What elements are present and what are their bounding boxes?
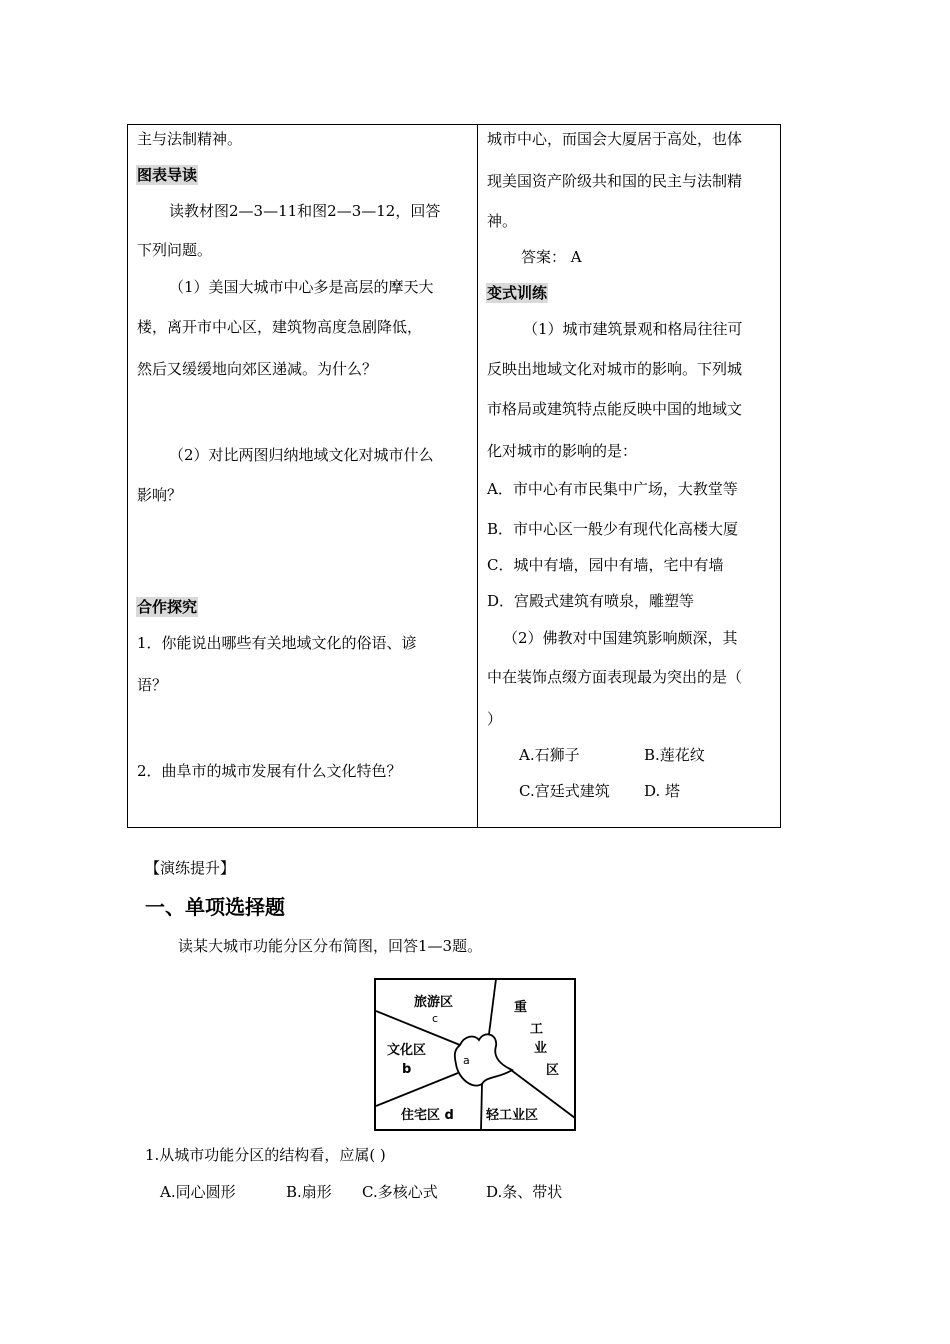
- variant-q2-option-c: C.宫廷式建筑: [519, 782, 610, 800]
- question-2: （2）对比两图归纳地域文化对城市什么: [169, 446, 434, 464]
- map-label-heavy: 工: [530, 1022, 544, 1037]
- city-zone-map: [374, 978, 577, 1132]
- variant-q1: （1）城市建筑景观和格局往往可: [523, 320, 743, 338]
- answer: 答案： A: [521, 248, 582, 266]
- left-text: 主与法制精神。: [137, 130, 243, 148]
- option-c: C．城中有墙，园中有墙，宅中有墙: [487, 556, 724, 574]
- map-label-culture: 文化区: [387, 1043, 427, 1058]
- column-divider: [477, 125, 478, 827]
- map-label-light-industry: 轻工业区: [486, 1108, 539, 1123]
- question-1: （1）美国大城市中心多是高层的摩天大: [169, 278, 434, 296]
- variant-q1: 化对城市的影响的是：: [487, 442, 638, 460]
- variant-q2: 中在装饰点缀方面表现最为突出的是（: [487, 668, 743, 686]
- q1-option-b: B.扇形: [286, 1183, 332, 1201]
- section-heading-cooperation: 合作探究: [137, 598, 198, 616]
- option-d: D．宫殿式建筑有喷泉，雕塑等: [487, 592, 695, 610]
- cooperation-q2: 2．曲阜市的城市发展有什么文化特色？: [137, 762, 402, 780]
- variant-q2: （2）佛教对中国建筑影响颇深，其: [503, 629, 738, 647]
- option-b: B．市中心区一般少有现代化高楼大厦: [487, 520, 739, 538]
- variant-q2-option-b: B.莲花纹: [644, 746, 705, 764]
- section-heading-chart-reading: 图表导读: [137, 166, 198, 184]
- section-title: 一、单项选择题: [145, 895, 285, 919]
- variant-q1: 反映出地域文化对城市的影响。下列城: [487, 360, 743, 378]
- cooperation-q1: 1．你能说出哪些有关地域文化的俗语、谚: [137, 634, 417, 652]
- map-label-tourism: 旅游区: [414, 995, 454, 1010]
- variant-q2-option-a: A.石狮子: [519, 746, 580, 764]
- map-label-heavy: 重: [514, 1000, 528, 1015]
- practice-heading: 【演练提升】: [145, 859, 236, 877]
- q1-option-c: C.多核心式: [362, 1183, 438, 1201]
- left-text: 下列问题。: [137, 241, 213, 259]
- question-1: 楼，离开市中心区，建筑物高度急剧降低，: [137, 318, 423, 336]
- option-a: A．市中心有市民集中广场，大教堂等: [487, 480, 738, 498]
- q1-option-d: D.条、带状: [486, 1183, 563, 1201]
- map-label-tourism-letter: c: [432, 1012, 439, 1025]
- q1-option-a: A.同心圆形: [160, 1183, 236, 1201]
- right-text: 现美国资产阶级共和国的民主与法制精: [487, 172, 743, 190]
- variant-q2-option-d: D. 塔: [644, 782, 681, 800]
- question-1: 然后又缓缓地向郊区递减。为什么？: [137, 360, 378, 378]
- right-text: 神。: [487, 212, 518, 230]
- right-text: 城市中心，而国会大厦居于高处，也体: [487, 130, 743, 148]
- map-label-heavy: 业: [534, 1041, 548, 1056]
- left-text: 读教材图2—3—11和图2—3—12，回答: [169, 202, 441, 220]
- question-2: 影响？: [137, 486, 183, 504]
- map-label-center: a: [463, 1054, 470, 1067]
- cooperation-q1: 语？: [137, 676, 168, 694]
- variant-q1: 市格局或建筑特点能反映中国的地域文: [487, 400, 743, 418]
- map-label-heavy: 区: [546, 1063, 560, 1078]
- variant-q2: ）: [487, 710, 503, 728]
- question-1: 1.从城市功能分区的结构看，应属( ): [145, 1146, 386, 1164]
- map-label-culture-letter: b: [402, 1062, 412, 1077]
- intro-text: 读某大城市功能分区分布简图，回答1—3题。: [178, 937, 483, 955]
- section-heading-variant: 变式训练: [487, 284, 548, 302]
- map-label-residential: 住宅区 d: [401, 1108, 454, 1123]
- content-table: [127, 124, 781, 828]
